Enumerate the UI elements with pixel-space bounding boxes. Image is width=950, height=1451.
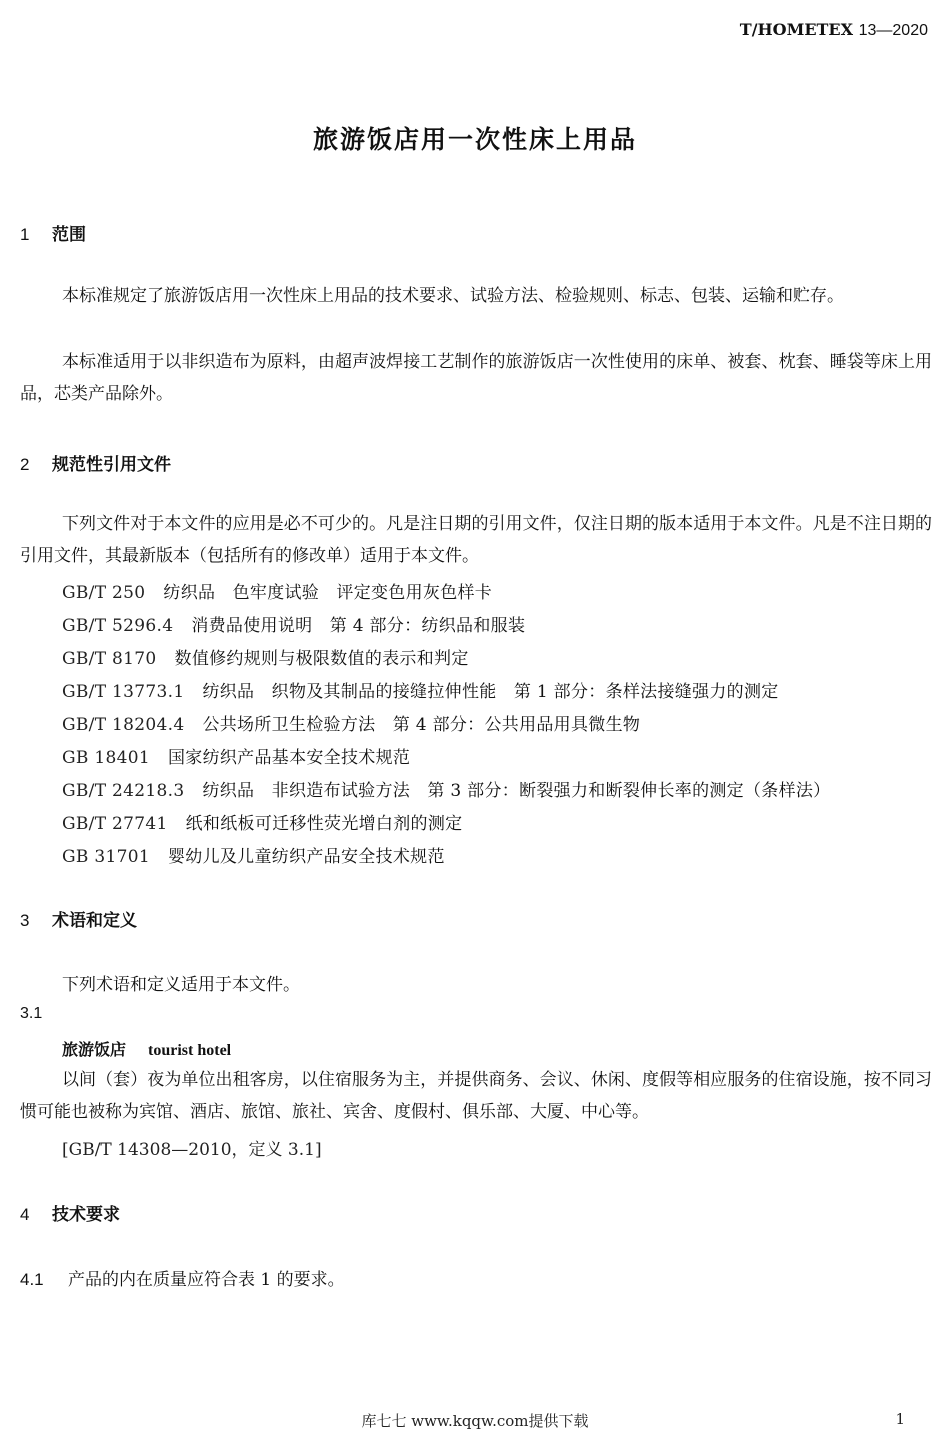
paragraph: 本标准适用于以非织造布为原料，由超声波焊接工艺制作的旅游饭店一次性使用的床单、被套、枕套、睡袋等床上用品，芯类产品除外。 (20, 352, 932, 404)
reference-item (62, 710, 640, 735)
reference-item (62, 842, 445, 867)
reference-code: GB/T 13773.1 (62, 682, 185, 702)
reference-item (62, 677, 779, 702)
reference-code: GB/T 250 (62, 583, 146, 603)
term-number: 3.1 (20, 1005, 43, 1022)
standard-number: 13—2020 (858, 22, 928, 39)
section-title: 范围 (52, 225, 86, 245)
paragraph: 本标准规定了旅游饭店用一次性床上用品的技术要求、试验方法、检验规则、标志、包装、运输和贮存。 (62, 286, 844, 306)
section-heading-2 (20, 450, 171, 475)
section-title: 术语和定义 (52, 911, 137, 931)
clause-number: 4.1 (20, 1270, 44, 1289)
reference-code: GB/T 5296.4 (62, 616, 174, 636)
reference-item (62, 578, 492, 603)
clause-4-1 (20, 1265, 345, 1290)
reference-title: 消费品使用说明 第 4 部分：纺织品和服装 (191, 616, 526, 636)
section-title: 技术要求 (52, 1205, 120, 1225)
page-title: 旅游饭店用一次性床上用品 (312, 125, 637, 154)
section-number: 3 (20, 911, 30, 930)
section-number: 1 (20, 225, 30, 244)
section-heading-1 (20, 220, 86, 245)
reference-title: 国家纺织产品基本安全技术规范 (167, 748, 411, 768)
reference-title: 纸和纸板可迁移性荧光增白剂的测定 (185, 814, 463, 834)
page-number: 1 (895, 1410, 905, 1428)
term-chinese: 旅游饭店 (62, 1040, 127, 1059)
reference-code: GB 18401 (62, 748, 150, 768)
reference-item (62, 611, 525, 636)
reference-code: GB/T 27741 (62, 814, 168, 834)
section-number: 4 (20, 1205, 30, 1224)
section-number: 2 (20, 455, 30, 474)
paragraph: 下列术语和定义适用于本文件。 (62, 975, 300, 995)
reference-code: GB/T 18204.4 (62, 715, 185, 735)
reference-title: 纺织品 织物及其制品的接缝拉伸性能 第 1 部分：条样法接缝强力的测定 (202, 682, 779, 702)
document-code (740, 20, 928, 40)
reference-title: 数值修约规则与极限数值的表示和判定 (174, 649, 469, 669)
footer-source: 库七七 www.kqqw.com提供下载 (361, 1412, 589, 1430)
section-title: 规范性引用文件 (52, 455, 171, 475)
clause-text: 产品的内在质量应符合表 1 的要求。 (68, 1270, 345, 1290)
reference-item (62, 743, 410, 768)
section-heading-3 (20, 906, 137, 931)
term-entry (62, 1037, 231, 1060)
paragraph: 下列文件对于本文件的应用是必不可少的。凡是注日期的引用文件，仅注日期的版本适用于本文件。凡是不注日期的引用文件，其最新版本（包括所有的修改单）适用于本文件。 (20, 514, 932, 566)
reference-title: 公共场所卫生检验方法 第 4 部分：公共用品用具微生物 (202, 715, 641, 735)
reference-code: GB/T 24218.3 (62, 781, 185, 801)
section-heading-4 (20, 1200, 120, 1225)
reference-item (62, 776, 830, 801)
term-source: [GB/T 14308—2010，定义 3.1] (62, 1140, 322, 1160)
reference-title: 纺织品 色牢度试验 评定变色用灰色样卡 (163, 583, 493, 603)
reference-code: GB/T 8170 (62, 649, 157, 669)
reference-item (62, 644, 469, 669)
reference-title: 纺织品 非织造布试验方法 第 3 部分：断裂强力和断裂伸长率的测定（条样法） (202, 781, 831, 801)
reference-code: GB 31701 (62, 847, 150, 867)
term-english: tourist hotel (148, 1042, 232, 1059)
reference-title: 婴幼儿及儿童纺织产品安全技术规范 (167, 847, 445, 867)
term-definition: 以间（套）夜为单位出租客房，以住宿服务为主，并提供商务、会议、休闲、度假等相应服务的住宿设施，按不同习惯可能也被称为宾馆、酒店、旅馆、旅社、宾舍、度假村、俱乐部、大厦、中心等。 (20, 1070, 932, 1122)
standard-code: T/HOMETEX (739, 20, 854, 39)
reference-item (62, 809, 462, 834)
